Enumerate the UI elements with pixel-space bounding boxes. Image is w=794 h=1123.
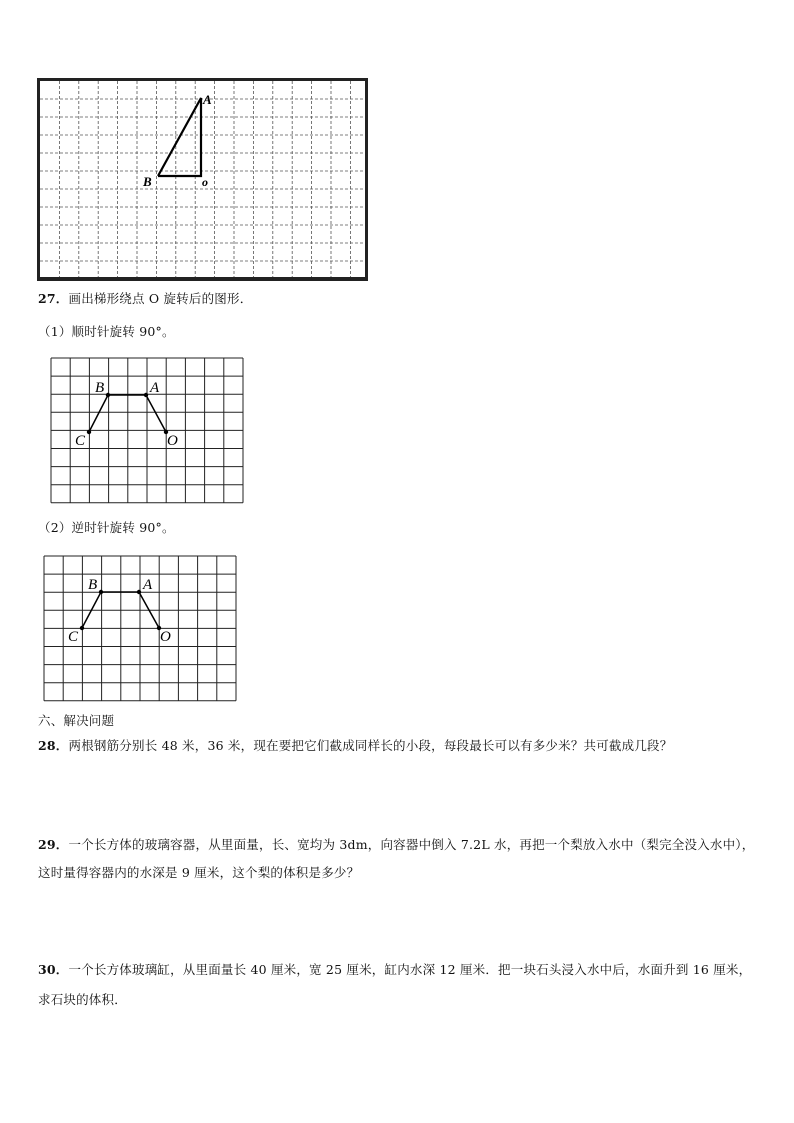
label-o: O [160,629,171,645]
q28-text: 两根钢筋分别长 48 米，36 米，现在要把它们截成同样长的小段，每段最长可以有多少米？共可截成几段？ [68,738,673,753]
label-c: C [75,433,86,449]
q27-part1: （1）顺时针旋转 90°。 [38,324,175,339]
trapezoid-grid-2-svg [43,555,239,703]
point-a [137,590,141,594]
q30-number: 30． [38,962,69,977]
label-o: O [167,433,178,449]
q28-number: 28． [38,738,69,753]
q29-text: 一个长方体的玻璃容器，从里面量，长、宽均为 3dm，向容器中倒入 7.2L 水，再把一个梨放入水中（梨完全没入水中），这时量得容器内的水深是 9 厘米，这个梨的体积是多少？ [38,837,755,880]
trapezoid-grid-1 [50,357,246,509]
q27-number: 27． [38,291,69,306]
point-b [106,393,110,397]
point-c [80,626,84,630]
q27-part2: （2）逆时针旋转 90°。 [38,520,175,535]
label-a: A [150,380,160,396]
triangle-grid-figure [37,78,369,288]
label-b: B [143,174,152,189]
label-b: B [88,577,98,593]
label-c: C [68,629,79,645]
q27-line [38,291,252,307]
q28-line [38,738,672,754]
q30-paragraph [38,955,760,1015]
point-c [87,430,91,434]
q30-text: 一个长方体玻璃缸，从里面量长 40 厘米，宽 25 厘米，缸内水深 12 厘米．把一块石头浸入水中后，水面升到 16 厘米，求石块的体积． [38,962,752,1007]
trapezoid-grid-1-svg [50,357,246,505]
label-o: o [202,175,208,189]
label-b: B [95,380,105,396]
label-a: A [143,577,153,593]
trapezoid-grid-2 [43,555,239,707]
point-a [144,393,148,397]
square-grid [51,358,243,503]
q29-paragraph [38,831,760,887]
section-6-title: 六、解决问题 [38,713,115,728]
triangle-grid-svg [37,78,369,284]
point-b [99,590,103,594]
q27-text: 画出梯形绕点 O 旋转后的图形． [68,291,253,306]
label-a: A [203,92,212,107]
q29-number: 29． [38,837,69,852]
